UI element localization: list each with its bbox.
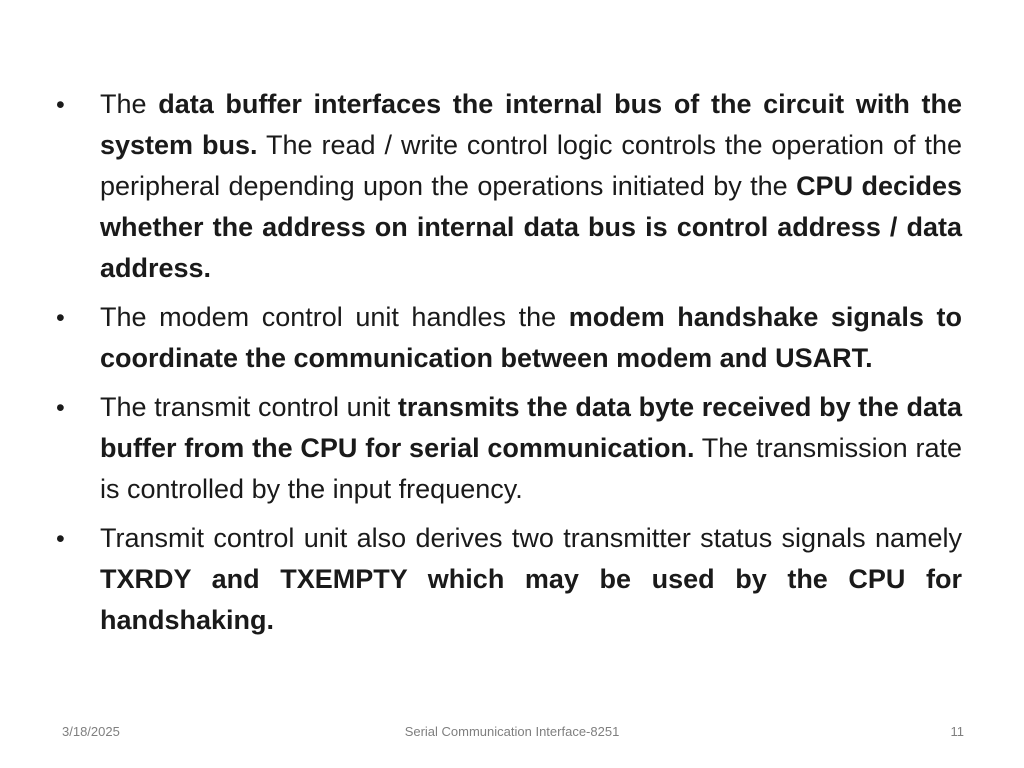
bullet-icon <box>56 297 76 339</box>
bullet-icon <box>56 387 76 429</box>
bullet-text-segment: The modem control unit handles the <box>100 302 569 332</box>
bullet-text-segment: The <box>100 89 159 119</box>
bullet-item-1 <box>56 84 962 289</box>
bullet-text-bold-segment: CPU decides whether the address on internal data bus is control address / data address. <box>100 171 963 283</box>
bullet-text-segment: The transmission rate is controlled by the input frequency. <box>100 433 962 504</box>
footer-page-number: 11 <box>950 724 964 739</box>
bullet-icon <box>56 84 76 126</box>
footer-date: 3/18/2025 <box>62 724 120 739</box>
bullet-text-bold-segment: data buffer interfaces the internal bus of the circuit with the system bus. <box>100 89 962 160</box>
bullet-item-4 <box>56 518 962 641</box>
bullet-list <box>56 84 962 641</box>
bullet-text-segment: The read / write control logic controls the operation of the peripheral depending upon the operations initiated by the <box>100 130 962 201</box>
bullet-item-3 <box>56 387 962 510</box>
bullet-item-2 <box>56 297 962 379</box>
slide-content <box>56 84 962 649</box>
footer-title: Serial Communication Interface-8251 <box>404 724 620 739</box>
bullet-text-segment: Transmit control unit also derives two transmitter status signals namely <box>100 523 962 553</box>
bullet-text-bold-segment: transmits the data byte received by the data buffer from the CPU for serial communication. <box>100 392 962 463</box>
bullet-text-bold-segment: TXRDY and TXEMPTY which may be used by the CPU for handshaking. <box>100 564 962 635</box>
bullet-text-bold-segment: modem handshake signals to coordinate the communication between modem and USART. <box>100 302 962 373</box>
bullet-icon <box>56 518 76 560</box>
bullet-text-segment: The transmit control unit <box>100 392 398 422</box>
